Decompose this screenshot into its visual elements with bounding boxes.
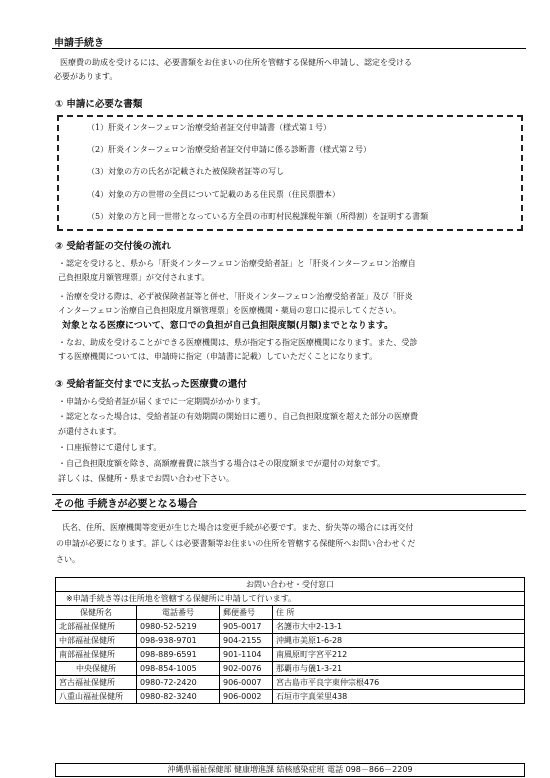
doc-item: （2）肝炎インターフェロン治療受給者証交付申請に係る診断書（様式第２号） (87, 145, 371, 154)
doc-item: （5）対象の方と同一世帯となっている方全員の市町村民税課税年額（所得割）を証明する書類 (87, 212, 429, 221)
doc-item: （1）肝炎インターフェロン治療受給者証交付申請書（様式第１号） (87, 123, 331, 132)
s2-p1-line2: 己負担限度月額管理票」が交付されます。 (58, 273, 210, 282)
table-row (56, 620, 525, 634)
cell-office: 八重山福祉保健所 (56, 690, 137, 704)
cell-phone: 098-938-9701 (137, 634, 220, 648)
s2-p3-line1: ・なお、助成を受けることができる医療機関は、県が指定する指定医療機関になります。また、受診 (58, 338, 418, 347)
s3-line: ・申請から受給者証が届くまでに一定期間がかかります。 (58, 397, 266, 406)
s3-line: ・自己負担限度額を除き、高額療養費に該当する場合はその限度額までが還付の対象です。 (58, 459, 386, 468)
header-cell: 住 所 (273, 606, 525, 620)
other-line-2: の申請が必要になります。詳しくは必要書類等お住まいの住所を管轄する保健所へお問い合わせくだ (56, 539, 416, 548)
subheading-after-issue: ② 受給者証の交付後の流れ (55, 241, 171, 252)
header-cell: 電話番号 (137, 606, 220, 620)
cell-address: 名護市大中2-13-1 (273, 620, 525, 634)
cell-phone: 098-889-6591 (137, 648, 220, 662)
s2-p3-line2: する医療機関については、申請時に指定（申請書に記載）していただくことになります。 (58, 352, 378, 361)
cell-office: 中央保健所 (56, 662, 137, 676)
s3-line: が還付されます。 (58, 427, 122, 436)
s2-p2-line1: ・治療を受ける際は、必ず被保険者証等と併せ、「肝炎インターフェロン治療受給者証」及び「肝炎 (58, 292, 413, 301)
table-row (56, 690, 525, 704)
cell-postal: 902-0076 (220, 662, 273, 676)
other-line-1: 氏名、住所、医療機関等変更が生じた場合は変更手続が必要です。また、紛失等の場合には再交付 (62, 523, 414, 532)
section-title-application: 申請手続き (52, 34, 526, 49)
subheading-refund: ③ 受給者証交付までに支払った医療費の還付 (55, 379, 247, 390)
s2-p1-line1: ・認定を受けると、県から「肝炎インターフェロン治療受給者証」と「肝炎インターフェロン治療自 (58, 259, 416, 268)
cell-phone: 098-854-1005 (137, 662, 220, 676)
intro-line-1: 医療費の助成を受けるには、必要書類をお住まいの住所を管轄する保健所へ申請し、認定を受ける (60, 58, 412, 67)
cell-office: 北部福祉保健所 (56, 620, 137, 634)
table-header-row (56, 606, 525, 620)
contact-note: ※申請手続き等は住所地を管轄する保健所に申請して行います。 (56, 592, 525, 606)
cell-phone: 0980-72-2420 (137, 676, 220, 690)
table-row (56, 662, 525, 676)
cell-address: 石垣市字真栄里438 (273, 690, 525, 704)
subheading-required-docs: ① 申請に必要な書類 (55, 99, 143, 110)
cell-postal: 906-0007 (220, 676, 273, 690)
contact-title: お問い合わせ・受付窓口 (56, 578, 525, 592)
cell-address: 沖縄市美原1-6-28 (273, 634, 525, 648)
table-row (56, 676, 525, 690)
cell-postal: 901-1104 (220, 648, 273, 662)
cell-office: 中部福祉保健所 (56, 634, 137, 648)
cell-office: 宮古福祉保健所 (56, 676, 137, 690)
cell-address: 宮古島市平良字東仲宗根476 (273, 676, 525, 690)
cell-phone: 0980-82-3240 (137, 690, 220, 704)
s2-p2-line2: インターフェロン治療自己負担限度月額管理票」を医療機関・薬局の窓口に提示してください。 (58, 306, 401, 315)
contact-table (55, 577, 525, 704)
cell-postal: 904-2155 (220, 634, 273, 648)
header-cell: 保健所名 (56, 606, 137, 620)
cell-postal: 906-0002 (220, 690, 273, 704)
footer-contact: 沖縄県福祉保健部 健康増進課 結核感染症班 電話 098－866－2209 (55, 763, 525, 777)
header-cell: 郵便番号 (220, 606, 273, 620)
cell-postal: 905-0017 (220, 620, 273, 634)
cell-office: 南部福祉保健所 (56, 648, 137, 662)
table-row (56, 634, 525, 648)
section-title-other: その他 手続きが必要となる場合 (52, 494, 526, 511)
cell-phone: 0980-52-5219 (137, 620, 220, 634)
s2-bold-note: 対象となる医療について、窓口での負担が自己負担限度額(月額)までとなります。 (62, 321, 394, 331)
cell-address: 南風原町字宮平212 (273, 648, 525, 662)
s3-line: ・認定となった場合は、受給者証の有効期間の開始日に遡り、自己負担限度額を超えた部分の医療費 (58, 412, 418, 421)
doc-item: （3）対象の方の氏名が記載された被保険者証等の写し (87, 167, 285, 176)
s3-line: 詳しくは、保健所・県までお問い合わせ下さい。 (58, 474, 234, 483)
doc-item: （4）対象の方の世帯の全員について記載のある住民票（住民票謄本） (87, 190, 340, 199)
required-documents-box (57, 115, 523, 231)
cell-address: 那覇市与儀1-3-21 (273, 662, 525, 676)
intro-line-2: 必要があります。 (54, 72, 118, 81)
s3-line: ・口座振替にて還付します。 (58, 443, 162, 452)
table-row (56, 648, 525, 662)
other-line-3: さい。 (56, 555, 80, 564)
